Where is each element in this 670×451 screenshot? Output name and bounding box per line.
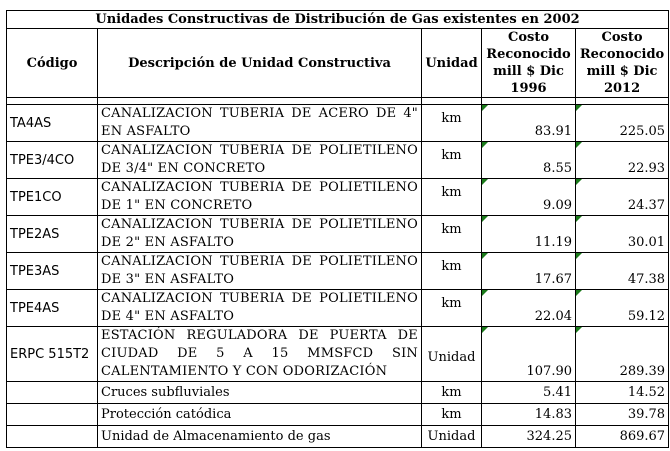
descripcion-cell: CANALIZACION TUBERIA DE POLIETILENO DE 3" EN ASFALTO (98, 253, 422, 290)
table-row (7, 290, 669, 327)
codigo-cell: TA4AS (7, 105, 98, 142)
descripcion-cell: CANALIZACION TUBERIA DE POLIETILENO DE 4" EN ASFALTO (98, 290, 422, 327)
gas-units-table (6, 10, 669, 448)
header-costo-1996: Costo Reconocido mill $ Dic 1996 (482, 29, 576, 98)
header-row (7, 29, 669, 98)
unidad-cell: km (422, 216, 482, 253)
header-descripcion: Descripción de Unidad Constructiva (98, 29, 422, 98)
unidad-cell: Unidad (422, 327, 482, 382)
table-row (7, 426, 669, 448)
codigo-cell (7, 404, 98, 426)
descripcion-cell: CANALIZACION TUBERIA DE POLIETILENO DE 1" EN CONCRETO (98, 179, 422, 216)
unidad-cell: Unidad (422, 426, 482, 448)
costo-2012-cell: 14.52 (576, 382, 669, 404)
costo-2012-cell: 47.38 (576, 253, 669, 290)
costo-2012-cell: 24.37 (576, 179, 669, 216)
table-row (7, 327, 669, 382)
table-row (7, 253, 669, 290)
codigo-cell (7, 426, 98, 448)
descripcion-cell: ESTACIÓN REGULADORA DE PUERTA DE CIUDAD DE 5 A 15 MMSFCD SIN CALENTAMIENTO Y CON ODORIZACIÓN (98, 327, 422, 382)
table-row (7, 404, 669, 426)
table-row (7, 105, 669, 142)
unidad-cell: km (422, 179, 482, 216)
header-codigo: Código (7, 29, 98, 98)
unidad-cell: km (422, 142, 482, 179)
descripcion-cell: Unidad de Almacenamiento de gas (98, 426, 422, 448)
costo-2012-cell: 59.12 (576, 290, 669, 327)
unidad-cell: km (422, 290, 482, 327)
costo-2012-cell: 225.05 (576, 105, 669, 142)
unidad-cell: km (422, 105, 482, 142)
codigo-cell: TPE2AS (7, 216, 98, 253)
costo-1996-cell: 17.67 (482, 253, 576, 290)
costo-1996-cell: 22.04 (482, 290, 576, 327)
descripcion-cell: CANALIZACION TUBERIA DE POLIETILENO DE 3/4" EN CONCRETO (98, 142, 422, 179)
costo-1996-cell: 8.55 (482, 142, 576, 179)
codigo-cell (7, 382, 98, 404)
costo-2012-cell: 39.78 (576, 404, 669, 426)
unidad-cell: km (422, 382, 482, 404)
costo-1996-cell: 9.09 (482, 179, 576, 216)
spacer-row (7, 98, 669, 105)
table-row (7, 179, 669, 216)
costo-1996-cell: 107.90 (482, 327, 576, 382)
descripcion-cell: CANALIZACION TUBERIA DE POLIETILENO DE 2" EN ASFALTO (98, 216, 422, 253)
costo-2012-cell: 22.93 (576, 142, 669, 179)
table-row (7, 382, 669, 404)
table-row (7, 216, 669, 253)
descripcion-cell: Cruces subfluviales (98, 382, 422, 404)
costo-1996-cell: 14.83 (482, 404, 576, 426)
codigo-cell: TPE3AS (7, 253, 98, 290)
costo-1996-cell: 5.41 (482, 382, 576, 404)
costo-2012-cell: 869.67 (576, 426, 669, 448)
header-costo-2012: Costo Reconocido mill $ Dic 2012 (576, 29, 669, 98)
codigo-cell: TPE4AS (7, 290, 98, 327)
codigo-cell: TPE3/4CO (7, 142, 98, 179)
descripcion-cell: Protección catódica (98, 404, 422, 426)
unidad-cell: km (422, 404, 482, 426)
descripcion-cell: CANALIZACION TUBERIA DE ACERO DE 4" EN ASFALTO (98, 105, 422, 142)
table-row (7, 142, 669, 179)
codigo-cell: ERPC 515T2 (7, 327, 98, 382)
codigo-cell: TPE1CO (7, 179, 98, 216)
costo-1996-cell: 83.91 (482, 105, 576, 142)
table-title: Unidades Constructivas de Distribución de Gas existentes en 2002 (7, 11, 669, 29)
costo-2012-cell: 289.39 (576, 327, 669, 382)
costo-2012-cell: 30.01 (576, 216, 669, 253)
header-unidad: Unidad (422, 29, 482, 98)
unidad-cell: km (422, 253, 482, 290)
costo-1996-cell: 11.19 (482, 216, 576, 253)
costo-1996-cell: 324.25 (482, 426, 576, 448)
